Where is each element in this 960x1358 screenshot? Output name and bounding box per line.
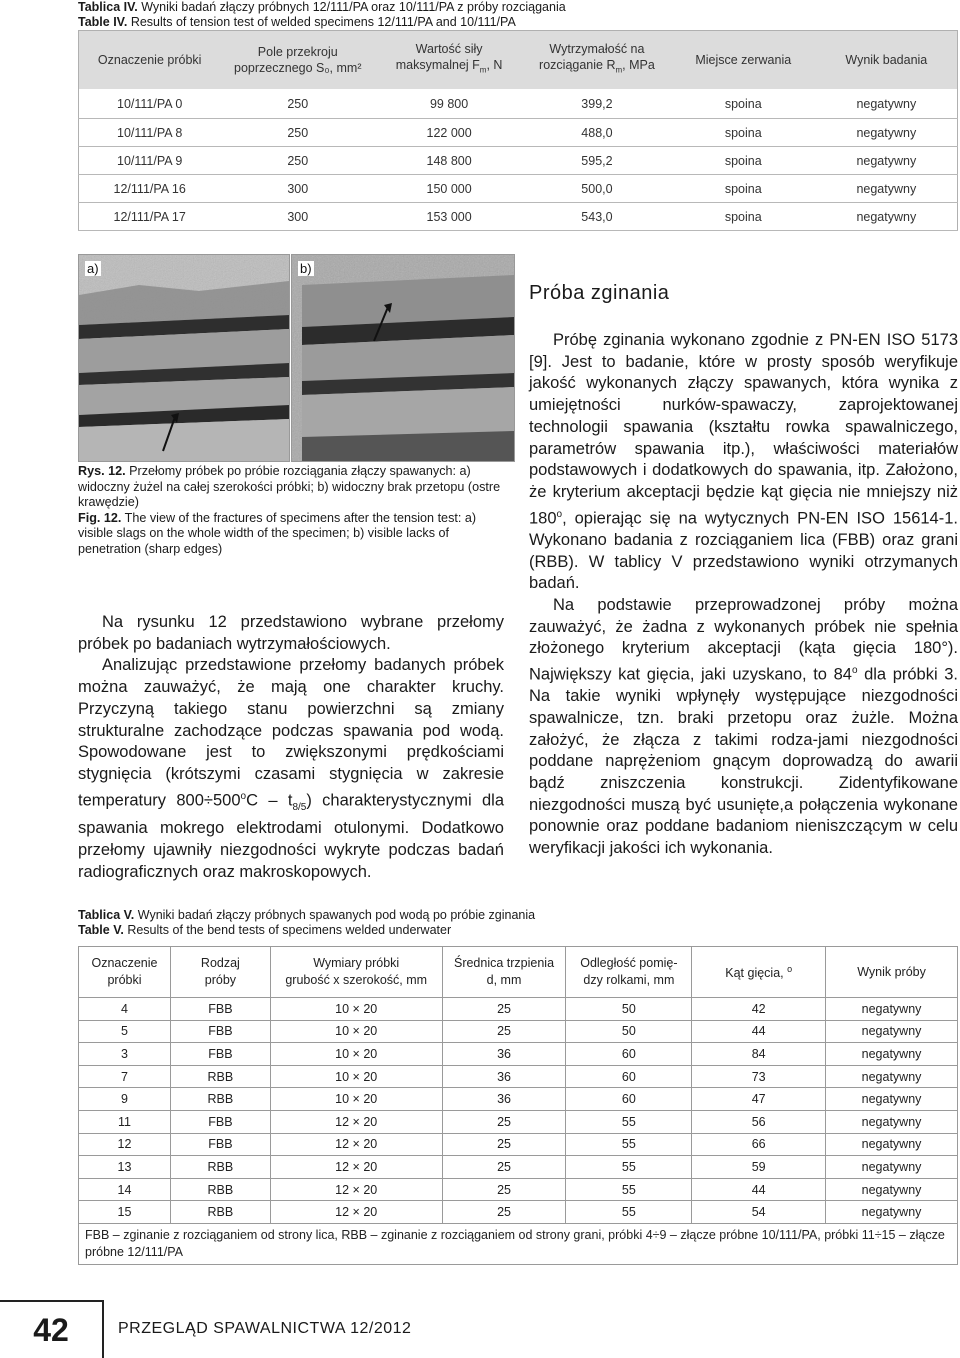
table4-cell: 10/111/PA 0 — [79, 89, 221, 119]
table5-cell: 55 — [566, 1110, 692, 1133]
table5-cell: RBB — [170, 1065, 270, 1088]
table5-cell: 10 × 20 — [270, 1043, 442, 1066]
table5-caption-en: Table V. Results of the bend tests of specimens welded underwater — [78, 923, 452, 937]
table5-cell: negatywny — [826, 1178, 958, 1201]
table5-header: Oznaczenie próbki — [79, 947, 171, 998]
table5-cell: 25 — [442, 1133, 566, 1156]
table-row — [79, 1156, 958, 1179]
table5-cell: 25 — [442, 1020, 566, 1043]
table5-caption — [78, 908, 958, 938]
table5-cell: 10 × 20 — [270, 1065, 442, 1088]
table5-header-row — [79, 947, 958, 998]
table5-cell: FBB — [170, 1110, 270, 1133]
figure-label-b: b) — [300, 261, 312, 276]
table4-caption — [78, 0, 958, 30]
table5-cell: 12 × 20 — [270, 1201, 442, 1224]
table5-cell: 84 — [692, 1043, 826, 1066]
table4-header: Pole przekroju poprzecznego S₀, mm² — [220, 31, 375, 90]
table5-header: Rodzaj próby — [170, 947, 270, 998]
table5-cell: 25 — [442, 1201, 566, 1224]
table4-cell: 12/111/PA 16 — [79, 175, 221, 203]
table4-cell: 500,0 — [523, 175, 671, 203]
fracture-image-a — [79, 255, 289, 461]
table5-cell: 13 — [79, 1156, 171, 1179]
table4-cell: negatywny — [816, 89, 958, 119]
table-row — [79, 203, 958, 231]
table4-cell: 399,2 — [523, 89, 671, 119]
table5-cell: 42 — [692, 998, 826, 1021]
table4-cell: spoina — [671, 203, 816, 231]
table-row — [79, 119, 958, 147]
table5-header: Średnica trzpienia d, mm — [442, 947, 566, 998]
table5-cell: RBB — [170, 1201, 270, 1224]
table5-cell: 11 — [79, 1110, 171, 1133]
table5-cell: 36 — [442, 1065, 566, 1088]
table4 — [78, 30, 958, 231]
table5-cell: 66 — [692, 1133, 826, 1156]
table5-cell: negatywny — [826, 1088, 958, 1111]
table5-caption-pl: Tablica V. Wyniki badań złączy próbnych spawanych pod wodą po próbie zginania — [78, 908, 536, 922]
table5-cell: 4 — [79, 998, 171, 1021]
table5-cell: 12 — [79, 1133, 171, 1156]
paragraph: Próbę zginania wykonano zgodnie z PN-EN ISO 5173 [9]. Jest to badanie, które w prosty sposób weryfikuje jakość wykonanych złączy spawanych, która wynika z umiejętności nurków-spawaczy, zaprojektowanej technologii spawania (kształtu rowka spawalniczego, parametrów spawania itp.), właściwości materiałów podstawowych i dodatkowych do spawania, itp. Założono, że kryterium akceptacji będzie kąt gięcia nie mniejszy niż 180$^o$, opierając się na wytycznych PN-EN ISO 15614-1. Wykonano badania z rozciąganiem lica (FBB) oraz grani (RBB). W tablicy V przedstawiono wyniki otrzymanych badań. — [529, 331, 958, 593]
paragraph: Analizując przedstawione przełomy badanych próbek można zauważyć, że mają one charakter kruchy. Przyczyną takiego stanu powierzchni są zmiany strukturalne zachodzące podczas spawania pod wodą. Spowodowane jest to zwiększonymi prędkościami stygnięcia (krótszymi czasami stygnięcia w zakresie temperatury $800\div 500^oC - t_{8/5}$) charakterystycznymi dla spawania mokrego elektrodami otulonymi. Dodatkowo przełomy ujawniły niezgodności wykryte podczas badań radiograficznych oraz makroskopowych. — [78, 656, 504, 881]
table5-cell: 36 — [442, 1043, 566, 1066]
table-row — [79, 1178, 958, 1201]
table5-cell: 25 — [442, 1178, 566, 1201]
table5-cell: 60 — [566, 1065, 692, 1088]
table4-header: Miejsce zerwania — [671, 31, 816, 90]
table5-cell: 59 — [692, 1156, 826, 1179]
table5-header: Odległość pomię- dzy rolkami, mm — [566, 947, 692, 998]
table4-cell: 12/111/PA 17 — [79, 203, 221, 231]
table5-cell: RBB — [170, 1088, 270, 1111]
table4-cell: spoina — [671, 175, 816, 203]
page-number: 42 — [0, 1300, 104, 1358]
table-row — [79, 147, 958, 175]
table5-cell: FBB — [170, 1043, 270, 1066]
table4-cell: 300 — [220, 175, 375, 203]
table4-cell: negatywny — [816, 175, 958, 203]
table5-cell: FBB — [170, 1020, 270, 1043]
table4-cell: 122 000 — [375, 119, 523, 147]
table5-header: Wynik próby — [826, 947, 958, 998]
table5-cell: 12 × 20 — [270, 1156, 442, 1179]
journal-name: PRZEGLĄD SPAWALNICTWA 12/2012 — [118, 1320, 412, 1337]
table4-header: Oznaczenie próbki — [79, 31, 221, 90]
table5-cell: FBB — [170, 998, 270, 1021]
figure-caption-pl: Rys. 12. Przełomy próbek po próbie rozciągania złączy spawanych: a) widoczny żużel na całej szerokości próbki; b) widoczny brak przetopu (ostre krawędzie) — [78, 464, 501, 509]
table4-header: Wartość siły maksymalnej $F_m$, N — [375, 31, 523, 90]
table4-cell: 148 800 — [375, 147, 523, 175]
table5-cell: 36 — [442, 1088, 566, 1111]
table4-caption-pl: Tablica IV. Wyniki badań złączy próbnych 12/111/PA oraz 10/111/PA z próby rozciągania — [78, 0, 566, 14]
table4-cell: 10/111/PA 8 — [79, 119, 221, 147]
paragraph: Na podstawie przeprowadzonej próby można zauważyć, że żadna z wykonanych próbek nie spełnia złożonego kryterium akceptacji (kąta gięcia 180°). Największy kat gięcia, jaki uzyskano, to 84$^o$ dla próbki 3. Na takie wyniki wpłynęły występujące niezgodności spawalnicze, tzn. braki przetopu oraz żużle. Można założyć, że złącza z takimi rodza-jami niezgodności poddane naprężeniom gnącym doprowadzą do awarii bądź zniszczenia konstrukcji. Zidentyfikowane niezgodności muszą być usunięte,a połączenia wykonane ponownie oraz poddane badaniom nieniszczącym w celu weryfikacji jakości ich wykonania. — [529, 595, 958, 858]
table5-cell: 60 — [566, 1043, 692, 1066]
table4-header: Wytrzymałość na rozciąganie $R_m$, MPa — [523, 31, 671, 90]
fracture-photo-a — [78, 254, 290, 462]
table5-cell: 55 — [566, 1178, 692, 1201]
table-row — [79, 1065, 958, 1088]
fracture-photo-b — [291, 254, 515, 462]
left-column-text — [78, 612, 504, 883]
table5-cell: 10 × 20 — [270, 998, 442, 1021]
table5-cell: negatywny — [826, 1201, 958, 1224]
table4-cell: 250 — [220, 89, 375, 119]
table-row — [79, 1020, 958, 1043]
table4-cell: 10/111/PA 9 — [79, 147, 221, 175]
table5 — [78, 946, 958, 1265]
table5-cell: 14 — [79, 1178, 171, 1201]
table-row — [79, 89, 958, 119]
table-row — [79, 1043, 958, 1066]
table5-cell: FBB — [170, 1133, 270, 1156]
table5-cell: 25 — [442, 998, 566, 1021]
table4-cell: spoina — [671, 89, 816, 119]
table4-cell: 595,2 — [523, 147, 671, 175]
table5-cell: negatywny — [826, 1110, 958, 1133]
table4-cell: 543,0 — [523, 203, 671, 231]
table5-cell: negatywny — [826, 1020, 958, 1043]
paragraph: Na rysunku 12 przedstawiono wybrane przełomy próbek po badaniach wytrzymałościowych. — [78, 613, 504, 653]
table5-cell: 12 × 20 — [270, 1178, 442, 1201]
table5-cell: RBB — [170, 1178, 270, 1201]
table4-cell: negatywny — [816, 147, 958, 175]
table4-cell: spoina — [671, 119, 816, 147]
figure-label-a: a) — [87, 261, 99, 276]
table5-cell: 7 — [79, 1065, 171, 1088]
table5-cell: 54 — [692, 1201, 826, 1224]
table5-cell: 60 — [566, 1088, 692, 1111]
table-row — [79, 175, 958, 203]
table-row — [79, 1088, 958, 1111]
table5-cell: 44 — [692, 1178, 826, 1201]
table5-cell: 55 — [566, 1201, 692, 1224]
figure-caption-en: Fig. 12. The view of the fractures of specimens after the tension test: a) visible slags on the whole width of the specimen; b) visible lacks of penetration (sharp edges) — [78, 510, 477, 556]
section-title: Próba zginania — [529, 282, 670, 304]
table5-cell: 12 × 20 — [270, 1133, 442, 1156]
table5-cell: negatywny — [826, 1156, 958, 1179]
table5-cell: 50 — [566, 998, 692, 1021]
table5-cell: 15 — [79, 1201, 171, 1224]
table4-cell: 250 — [220, 147, 375, 175]
table5-cell: 5 — [79, 1020, 171, 1043]
table5-cell: 73 — [692, 1065, 826, 1088]
table5-footnote: FBB – zginanie z rozciąganiem od strony lica, RBB – zginanie z rozciąganiem od strony grani, próbki 4÷9 – złącze próbne 10/111/PA, próbki 11÷15 – złącze próbne 12/111/PA — [79, 1223, 958, 1264]
table-row — [79, 1201, 958, 1224]
table4-cell: 300 — [220, 203, 375, 231]
table5-cell: 50 — [566, 1020, 692, 1043]
table5-cell: 47 — [692, 1088, 826, 1111]
table4-cell: negatywny — [816, 119, 958, 147]
table5-cell: negatywny — [826, 998, 958, 1021]
right-column-text — [529, 330, 958, 860]
table5-cell: 55 — [566, 1133, 692, 1156]
table4-cell: negatywny — [816, 203, 958, 231]
table4-cell: 153 000 — [375, 203, 523, 231]
table5-cell: 10 × 20 — [270, 1020, 442, 1043]
table5-header: Wymiary próbki grubość x szerokość, mm — [270, 947, 442, 998]
table5-cell: 56 — [692, 1110, 826, 1133]
table5-cell: 9 — [79, 1088, 171, 1111]
table5-cell: RBB — [170, 1156, 270, 1179]
table4-cell: spoina — [671, 147, 816, 175]
table5-footnote-row — [79, 1223, 958, 1264]
table4-header: Wynik badania — [816, 31, 958, 90]
table5-cell: 3 — [79, 1043, 171, 1066]
table4-cell: 250 — [220, 119, 375, 147]
fracture-image-b — [292, 255, 514, 461]
table-row — [79, 1133, 958, 1156]
table5-cell: 25 — [442, 1110, 566, 1133]
table5-cell: 12 × 20 — [270, 1110, 442, 1133]
table4-cell: 99 800 — [375, 89, 523, 119]
table4-caption-en: Table IV. Results of tension test of welded specimens 12/111/PA and 10/111/PA — [78, 15, 516, 29]
table5-cell: negatywny — [826, 1065, 958, 1088]
table5-cell: 25 — [442, 1156, 566, 1179]
figure-caption — [78, 464, 514, 557]
table5-cell: 55 — [566, 1156, 692, 1179]
table5-header: Kąt gięcia, $^o$ — [692, 947, 826, 998]
table4-cell: 488,0 — [523, 119, 671, 147]
table-row — [79, 1110, 958, 1133]
table4-header-row — [79, 31, 958, 90]
table-row — [79, 998, 958, 1021]
table5-cell: 44 — [692, 1020, 826, 1043]
table4-cell: 150 000 — [375, 175, 523, 203]
table5-cell: 10 × 20 — [270, 1088, 442, 1111]
table5-cell: negatywny — [826, 1043, 958, 1066]
table5-cell: negatywny — [826, 1133, 958, 1156]
